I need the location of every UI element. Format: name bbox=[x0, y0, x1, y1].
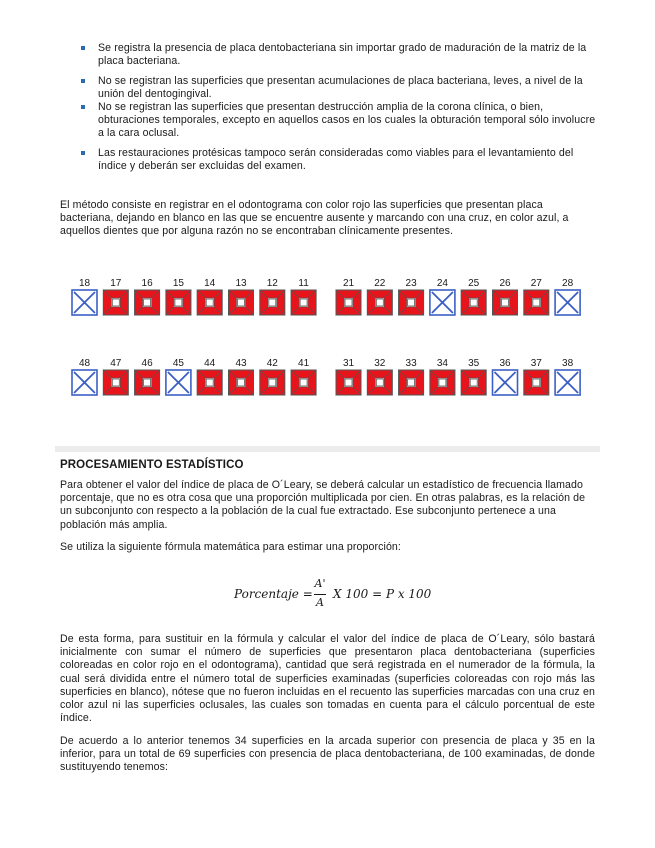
tooth-45 bbox=[166, 358, 191, 395]
tooth-number: 22 bbox=[374, 278, 386, 289]
tooth-22 bbox=[367, 278, 392, 315]
tooth-number: 43 bbox=[235, 358, 247, 369]
tooth-42 bbox=[260, 358, 285, 395]
tooth-15 bbox=[166, 278, 191, 315]
tooth-number: 18 bbox=[78, 278, 91, 289]
tooth-number: 27 bbox=[530, 278, 542, 289]
tooth-number: 45 bbox=[172, 358, 184, 369]
bullet-square-icon bbox=[81, 151, 85, 155]
tooth-17 bbox=[103, 278, 128, 315]
tooth-44 bbox=[197, 358, 222, 395]
formula-intro: Se utiliza la siguiente fórmula matemática para estimar una proporción: bbox=[60, 541, 401, 553]
list-item-text: Las restauraciones protésicas tampoco serán consideradas como viables para el levantamiento del índice y deberán ser excluidas del examen. bbox=[98, 147, 574, 172]
tooth-25 bbox=[461, 278, 486, 315]
occlusal-surface bbox=[144, 299, 151, 306]
tooth-21 bbox=[336, 278, 361, 315]
bullet-square-icon bbox=[81, 105, 85, 109]
occlusal-surface bbox=[345, 299, 352, 306]
tooth-35 bbox=[461, 358, 486, 395]
tooth-33 bbox=[399, 358, 424, 395]
occlusal-surface bbox=[376, 299, 383, 306]
tooth-18 bbox=[72, 278, 97, 315]
formula-numerator: A' bbox=[314, 577, 326, 590]
occlusal-surface bbox=[206, 379, 213, 386]
substitution-paragraph: De esta forma, para sustituir en la fórmula y calcular el valor del índice de placa de O´Leary, sólo bastará inicialmente con sumar el número de superficies que presentaron placa dentobacteriana (superficies coloreadas en color rojo en el odontograma), cantidad que será registrada en el numerador de la fórmula, la cual será dividida entre el número total de superficies examinadas (superficies coloreadas con rojo más las superficies en blanco), nótese que no fueron incluidas en el recuento las superficies marcadas con una cruz en color azul ni las superficies oclusales, las cuales son tomadas en cuenta para el cálculo porcentual de este índice. bbox=[60, 633, 595, 725]
odontogram bbox=[60, 270, 600, 400]
occlusal-surface bbox=[470, 379, 477, 386]
formula-rhs: X 100 = P x 100 bbox=[333, 587, 432, 601]
tooth-38 bbox=[555, 358, 580, 395]
list-item-text: No se registran las superficies que presentan destrucción amplia de la corona clínica, o bien, obturaciones temporales, excepto en aquellos casos en los cuales la obturación temporal sólo involucre a la cara oclusal. bbox=[98, 101, 596, 139]
tooth-number: 48 bbox=[78, 358, 91, 369]
tooth-47 bbox=[103, 358, 128, 395]
occlusal-surface bbox=[300, 299, 307, 306]
formula-lhs: Porcentaje = bbox=[234, 587, 313, 601]
tooth-number: 16 bbox=[141, 278, 153, 289]
tooth-number: 31 bbox=[342, 358, 355, 369]
tooth-31 bbox=[336, 358, 361, 395]
tooth-number: 12 bbox=[266, 278, 278, 289]
tooth-number: 32 bbox=[374, 358, 386, 369]
list-item bbox=[80, 147, 600, 173]
occlusal-surface bbox=[112, 379, 119, 386]
tooth-12 bbox=[260, 278, 285, 315]
tooth-number: 44 bbox=[204, 358, 216, 369]
tooth-number: 35 bbox=[468, 358, 480, 369]
tooth-number: 33 bbox=[405, 358, 417, 369]
occlusal-surface bbox=[345, 379, 352, 386]
tooth-number: 47 bbox=[110, 358, 122, 369]
criteria-list bbox=[80, 42, 600, 180]
tooth-37 bbox=[524, 358, 549, 395]
tooth-16 bbox=[135, 278, 160, 315]
tooth-number: 11 bbox=[298, 278, 309, 289]
tooth-28 bbox=[555, 278, 580, 315]
tooth-number: 41 bbox=[298, 358, 310, 369]
tooth-36 bbox=[493, 358, 518, 395]
occlusal-surface bbox=[533, 299, 540, 306]
stat-paragraph: Para obtener el valor del índice de placa de O´Leary, se deberá calcular un estadístico de frecuencia llamado porcentaje, que no es otra cosa que una proporción multiplicada por cien. En otras palabras, es la relación de un subconjunto con respecto a la población de la cual fue extractado. Ese subconjunto pertenece a una población más amplia. bbox=[60, 479, 586, 531]
tooth-32 bbox=[367, 358, 392, 395]
tooth-48 bbox=[72, 358, 97, 395]
occlusal-surface bbox=[144, 379, 151, 386]
tooth-26 bbox=[493, 278, 518, 315]
occlusal-surface bbox=[112, 299, 119, 306]
occlusal-surface bbox=[238, 299, 245, 306]
tooth-number: 37 bbox=[530, 358, 542, 369]
tooth-number: 36 bbox=[499, 358, 511, 369]
tooth-number: 46 bbox=[141, 358, 153, 369]
tooth-number: 13 bbox=[235, 278, 247, 289]
tooth-27 bbox=[524, 278, 549, 315]
tooth-number: 15 bbox=[172, 278, 184, 289]
bullet-square-icon bbox=[81, 46, 85, 50]
tooth-13 bbox=[229, 278, 254, 315]
tooth-number: 25 bbox=[468, 278, 480, 289]
occlusal-surface bbox=[408, 379, 415, 386]
bullet-square-icon bbox=[81, 79, 85, 83]
tooth-41 bbox=[291, 358, 316, 395]
fraction-bar bbox=[314, 594, 326, 595]
list-item-text: No se registran las superficies que presentan acumulaciones de placa bacteriana, leves, a nivel de la unión del dentogingival. bbox=[98, 75, 583, 100]
tooth-11 bbox=[291, 278, 316, 315]
tooth-number: 42 bbox=[266, 358, 278, 369]
formula-denominator: A bbox=[316, 596, 324, 609]
occlusal-surface bbox=[300, 379, 307, 386]
tooth-number: 21 bbox=[342, 278, 355, 289]
section-divider bbox=[55, 446, 600, 452]
tooth-number: 28 bbox=[562, 278, 574, 289]
occlusal-surface bbox=[269, 299, 276, 306]
tooth-43 bbox=[229, 358, 254, 395]
list-item bbox=[80, 75, 600, 101]
tooth-number: 23 bbox=[405, 278, 417, 289]
tooth-46 bbox=[135, 358, 160, 395]
tooth-number: 38 bbox=[562, 358, 574, 369]
tooth-number: 17 bbox=[110, 278, 122, 289]
list-item bbox=[80, 42, 600, 68]
occlusal-surface bbox=[376, 379, 383, 386]
section-heading: PROCESAMIENTO ESTADÍSTICO bbox=[60, 459, 244, 471]
list-item-text: Se registra la presencia de placa dentobacteriana sin importar grado de maduración de la matriz de la placa bacteriana. bbox=[98, 42, 587, 67]
occlusal-surface bbox=[533, 379, 540, 386]
occlusal-surface bbox=[439, 379, 446, 386]
result-paragraph: De acuerdo a lo anterior tenemos 34 superficies en la arcada superior con presencia de placa y 35 en la inferior, para un total de 69 superficies con presencia de placa dentobacteriana, de 100 examinadas, de donde sustituyendo tenemos: bbox=[60, 735, 595, 774]
tooth-number: 34 bbox=[436, 358, 448, 369]
method-paragraph: El método consiste en registrar en el odontograma con color rojo las superficies que presentan placa bacteriana, dejando en blanco en las que se encuentre ausente y marcando con una cruz, en color azul, a aquellos dientes que por alguna razón no se encontraban clínicamente presentes. bbox=[60, 199, 569, 238]
occlusal-surface bbox=[269, 379, 276, 386]
tooth-number: 26 bbox=[499, 278, 511, 289]
tooth-number: 14 bbox=[204, 278, 216, 289]
tooth-34 bbox=[430, 358, 455, 395]
tooth-14 bbox=[197, 278, 222, 315]
tooth-24 bbox=[430, 278, 455, 315]
list-item bbox=[80, 101, 600, 140]
occlusal-surface bbox=[408, 299, 415, 306]
occlusal-surface bbox=[470, 299, 477, 306]
tooth-23 bbox=[399, 278, 424, 315]
occlusal-surface bbox=[238, 379, 245, 386]
tooth-number: 24 bbox=[436, 278, 448, 289]
occlusal-surface bbox=[175, 299, 182, 306]
occlusal-surface bbox=[502, 299, 509, 306]
occlusal-surface bbox=[206, 299, 213, 306]
